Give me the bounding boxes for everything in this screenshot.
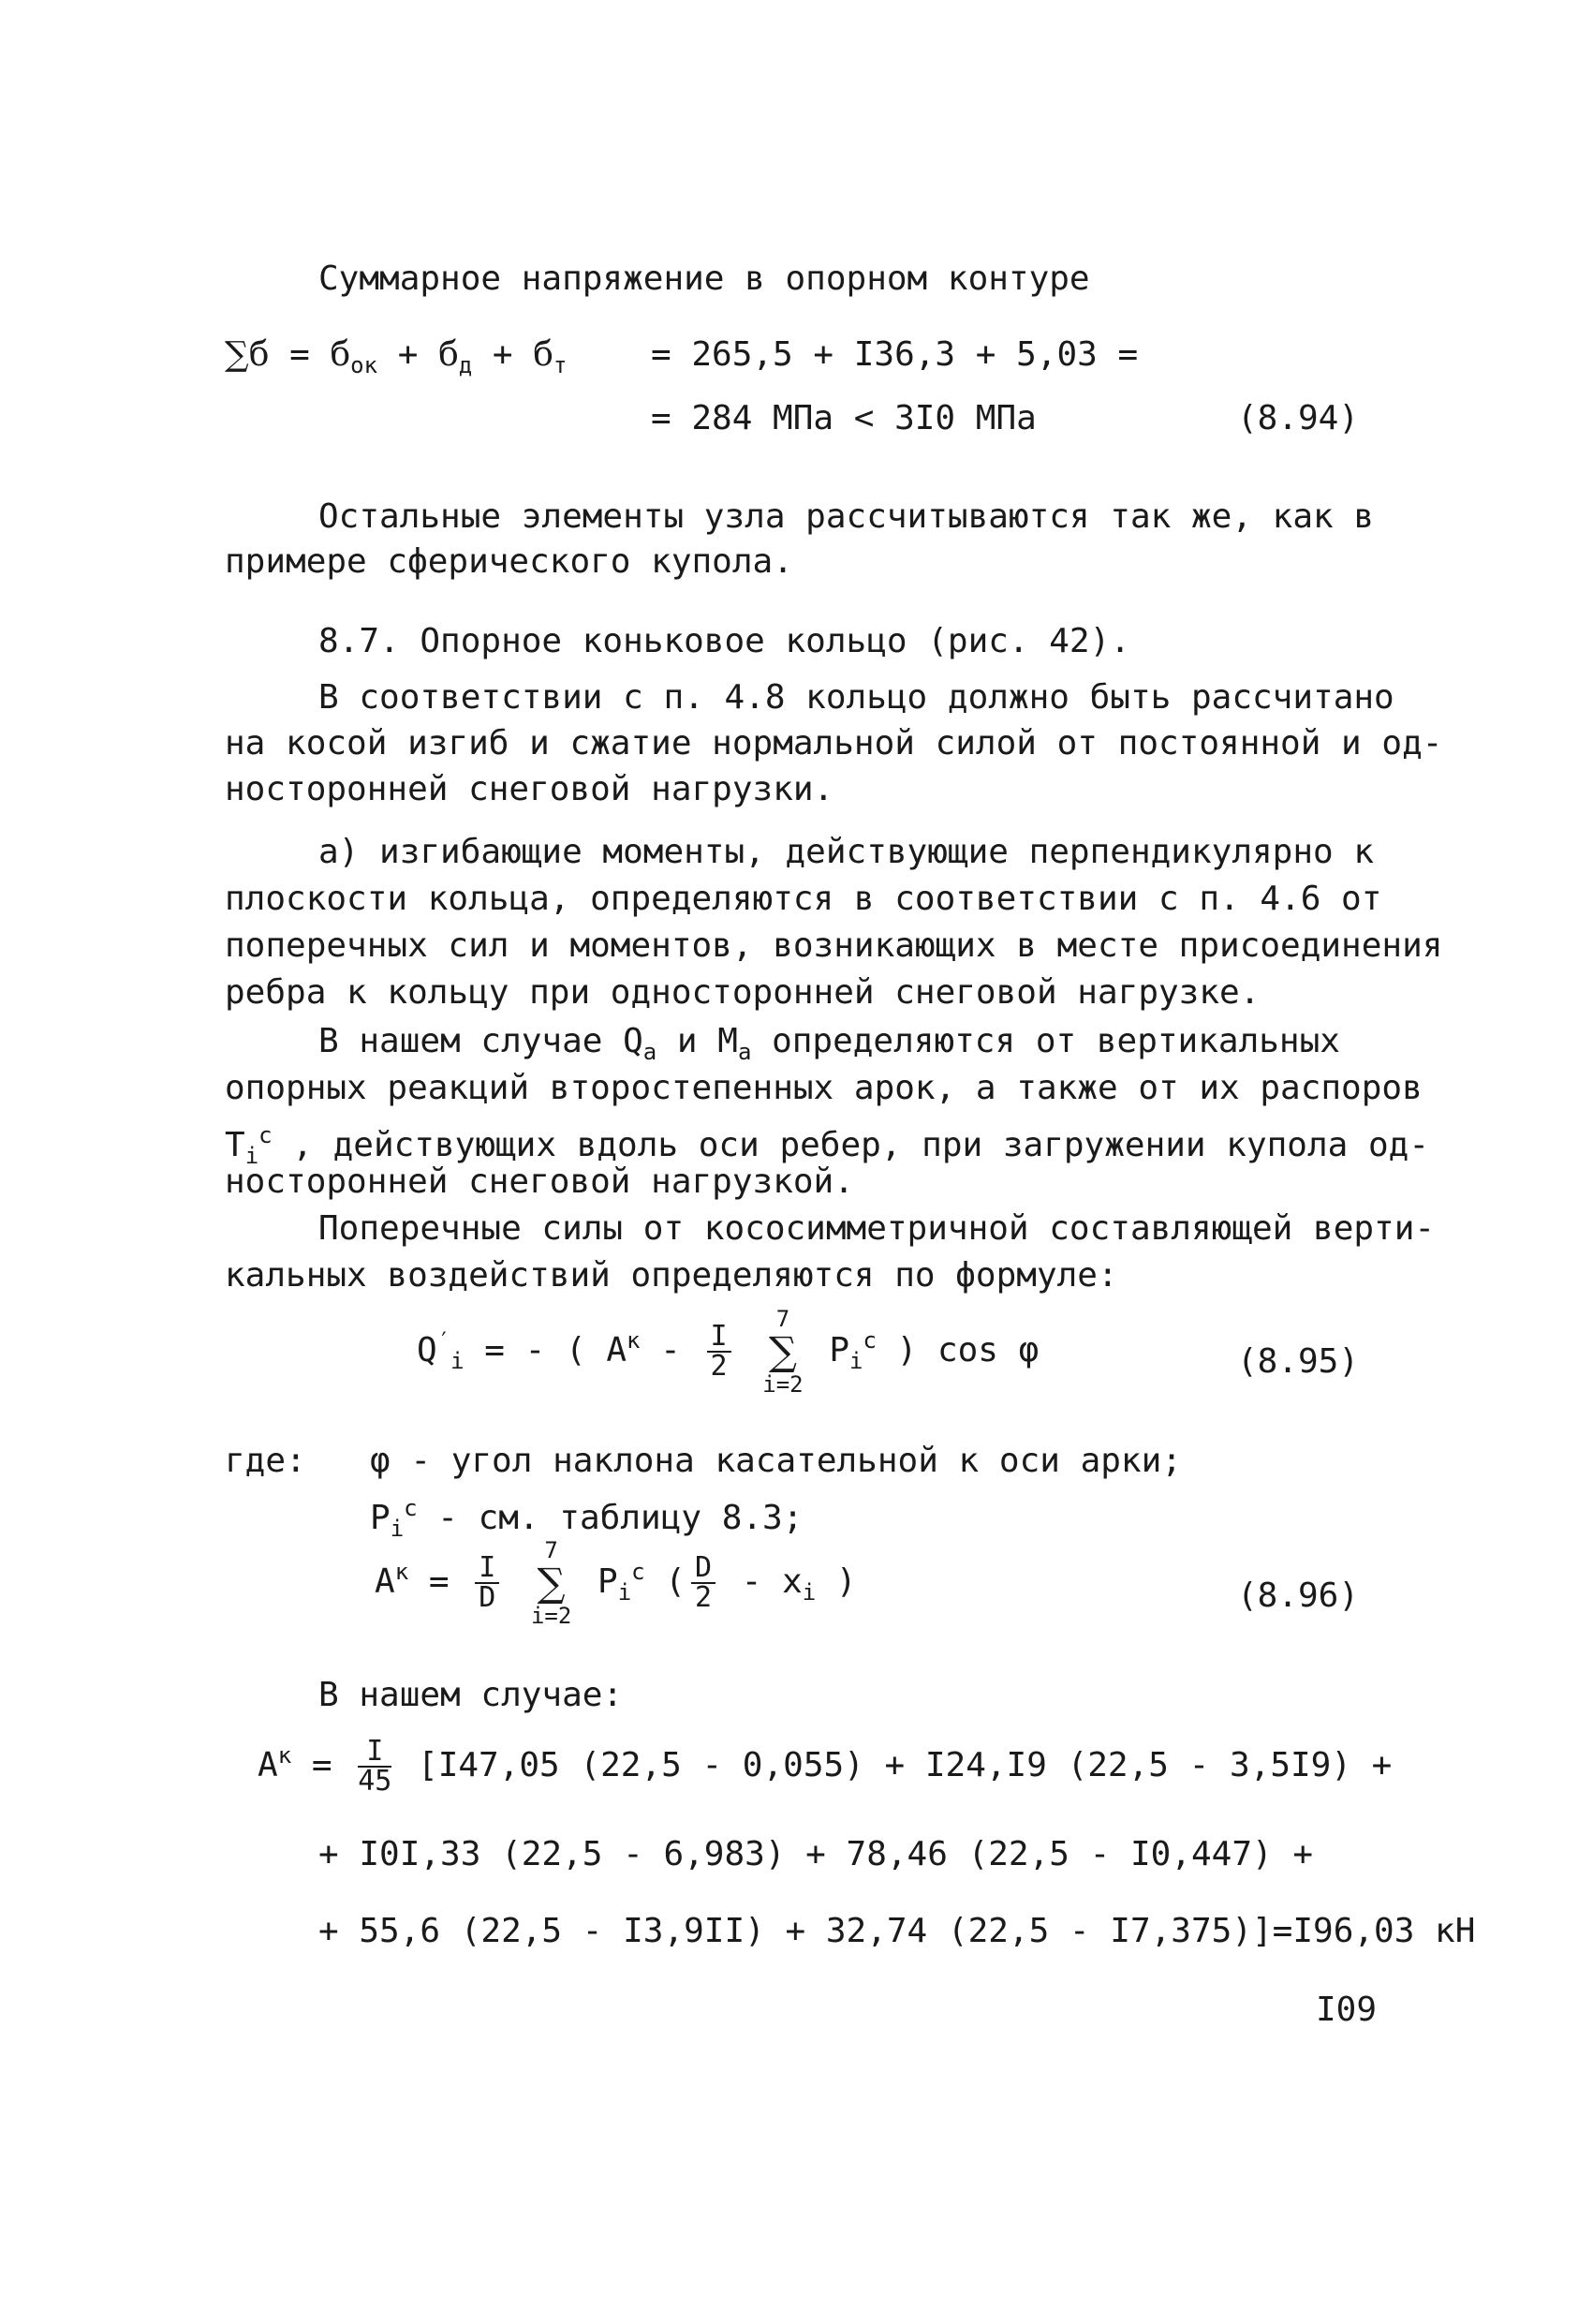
fraction-d-over-2: $\frac{D}{2}$ xyxy=(691,1554,715,1612)
calculation-line2: + I0I,33 (22,5 - 6,983) + 78,46 (22,5 - I0,447) + xyxy=(318,1835,1314,1873)
paragraph-d-line2: кальных воздействий определяются по формуле: xyxy=(225,1256,1118,1295)
paragraph-b-line4: ребра к кольцу при односторонней снеговой нагрузке. xyxy=(225,973,1261,1012)
paragraph-a-line3: носторонней снеговой нагрузки. xyxy=(225,770,834,808)
page-number: I09 xyxy=(1316,1991,1378,2029)
equation-8-96: $A^к$ = $\frac{I}{D}$ 7 ∑ i=2 $P_i^c$ ( $\frac{D}{2}$ - $x_i$ ) xyxy=(375,1537,857,1629)
heading-summary-stress: Суммарное напряжение в опорном контуре xyxy=(318,259,1090,298)
equation-8-94-line1: $\sum б = б_{ок} + б_д + б_т$ xyxy=(225,335,568,378)
paragraph-c-line3: $T_i^c$ , действующих вдоль оси ребер, при загружении купола од- xyxy=(225,1122,1430,1169)
equation-8-94-sum: = 265,5 + I36,3 + 5,03 = xyxy=(651,335,1139,374)
where-phi-definition: φ - угол наклона касательной к оси арки; xyxy=(370,1442,1182,1480)
paragraph-b-line3: поперечных сил и моментов, возникающих в месте присоединения xyxy=(225,926,1443,965)
equation-8-94-result: = 284 МПа < 3I0 МПа xyxy=(651,399,1037,437)
section-title-8-7: 8.7. Опорное коньковое кольцо (рис. 42). xyxy=(318,622,1130,660)
summation-i2-7: 7 ∑ i=2 xyxy=(762,1306,804,1398)
paragraph-d-line1: Поперечные силы от кососимметричной составляющей верти- xyxy=(318,1209,1436,1248)
equation-number-8-94: (8.94) xyxy=(1236,399,1359,437)
equation-8-95: $Q'_i$ = - ( $A^к$ - $\frac{I}{2}$ 7 ∑ i=2 $P_i^c$ ) cos φ xyxy=(417,1306,1040,1398)
paragraph-rest-line2: примере сферического купола. xyxy=(225,542,793,581)
summation-i2-7-b: 7 ∑ i=2 xyxy=(530,1537,572,1629)
paragraph-b-line2: плоскости кольца, определяются в соответствии с п. 4.6 от xyxy=(225,880,1382,918)
where-label: где: xyxy=(225,1442,306,1480)
paragraph-a-line1: В соответствии с п. 4.8 кольцо должно быть рассчитано xyxy=(318,678,1394,717)
calculation-line1: $A^к$ = $\frac{I}{45}$ [I47,05 (22,5 - 0,055) + I24,I9 (22,5 - 3,5I9) + xyxy=(258,1735,1393,1798)
paragraph-rest-line1: Остальные элементы узла рассчитываются так же, как в xyxy=(318,497,1375,536)
calculation-line3: + 55,6 (22,5 - I3,9II) + 32,74 (22,5 - I7,375)]=I96,03 кН xyxy=(318,1912,1476,1950)
sigma-sum-symbol: ∑б xyxy=(225,335,270,374)
paragraph-a-line2: на косой изгиб и сжатие нормальной силой от постоянной и од- xyxy=(225,724,1443,762)
equation-number-8-95: (8.95) xyxy=(1236,1342,1359,1381)
our-case-label: В нашем случае: xyxy=(318,1676,624,1714)
paragraph-c-line2: опорных реакций второстепенных арок, а также от их распоров xyxy=(225,1069,1423,1107)
fraction-one-over-45: $\frac{I}{45}$ xyxy=(358,1735,392,1798)
equation-number-8-96: (8.96) xyxy=(1236,1576,1359,1615)
paragraph-c-line1: В нашем случае $Q_а$ и $M_а$ определяются от вертикальных xyxy=(318,1022,1340,1065)
fraction-one-over-d: $\frac{I}{D}$ xyxy=(475,1554,499,1612)
paragraph-b-line1: а) изгибающие моменты, действующие перпендикулярно к xyxy=(318,833,1375,871)
where-p-definition: $P_i^c$ - см. таблицу 8.3; xyxy=(370,1495,804,1542)
fraction-one-half: $\frac{I}{2}$ xyxy=(707,1323,731,1381)
paragraph-c-line4: носторонней снеговой нагрузкой. xyxy=(225,1162,854,1201)
